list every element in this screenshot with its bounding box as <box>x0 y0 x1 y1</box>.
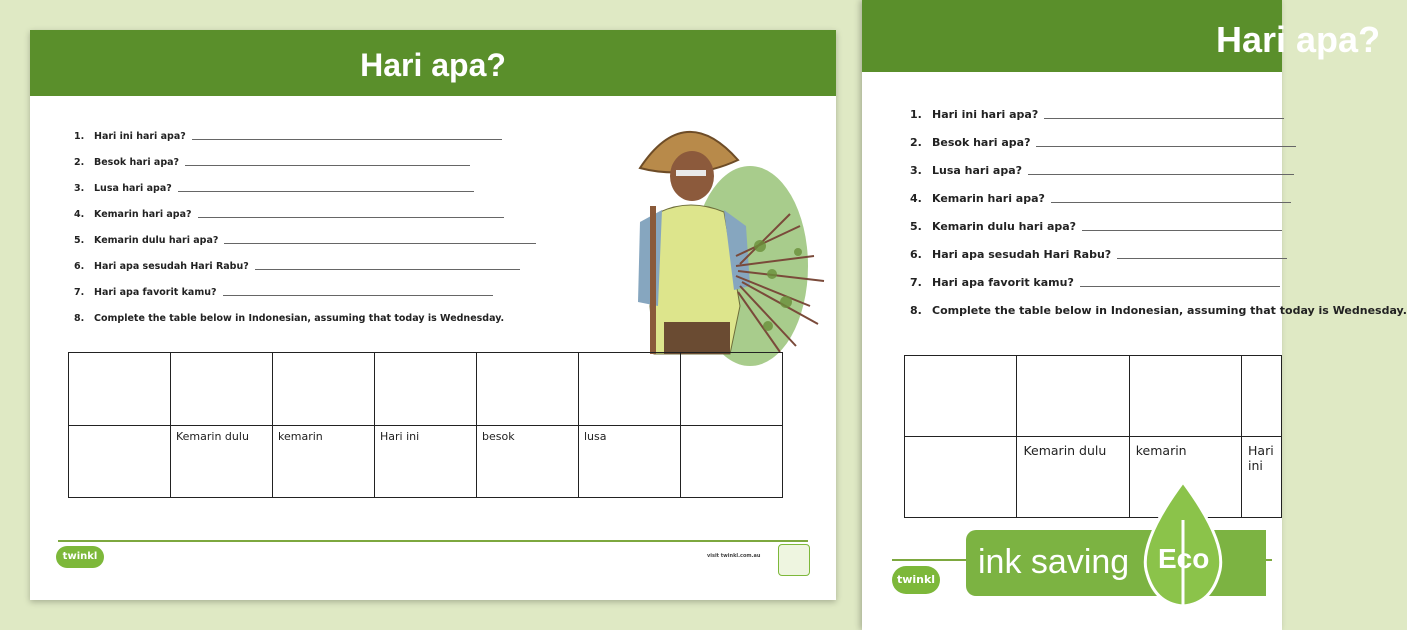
question-item <box>74 279 536 305</box>
worksheet-preview-left <box>30 30 836 600</box>
ink-saving-label: ink saving <box>978 543 1130 581</box>
question-text: Kemarin dulu hari apa? <box>932 219 1077 233</box>
answer-line <box>1082 230 1282 231</box>
question-number: 2. <box>74 156 85 168</box>
table-cell <box>681 426 783 498</box>
table-cell <box>1242 356 1282 437</box>
question-number: 2. <box>910 135 922 149</box>
question-item <box>910 212 1407 240</box>
question-text: Complete the table below in Indonesian, assuming that today is Wednesday. <box>932 303 1407 317</box>
table-cell <box>1017 356 1129 437</box>
table-cell: kemarin <box>1129 437 1241 518</box>
badge-icon <box>778 544 810 576</box>
answer-line <box>1036 146 1296 147</box>
question-text: Lusa hari apa? <box>94 182 172 194</box>
footer-url: visit twinkl.com.au <box>707 553 761 559</box>
answer-line <box>1028 174 1294 175</box>
question-number: 4. <box>910 191 922 205</box>
question-item <box>910 100 1407 128</box>
question-text: Kemarin hari apa? <box>932 191 1045 205</box>
question-text: Kemarin dulu hari apa? <box>94 234 219 246</box>
table-cell <box>69 426 171 498</box>
table-cell <box>681 353 783 426</box>
table-cell <box>1129 356 1241 437</box>
table-row <box>69 353 783 426</box>
table-cell <box>171 353 273 426</box>
question-text: Complete the table below in Indonesian, assuming that today is Wednesday. <box>94 312 505 324</box>
question-item <box>74 123 536 149</box>
table-cell <box>905 356 1017 437</box>
question-number: 7. <box>910 275 922 289</box>
question-item <box>74 175 536 201</box>
question-number: 1. <box>910 107 922 121</box>
answer-line <box>198 217 504 218</box>
twinkl-logo: twinkl <box>56 546 104 568</box>
twinkl-logo: twinkl <box>892 566 940 594</box>
farmer-illustration <box>600 106 830 354</box>
question-text: Hari ini hari apa? <box>94 130 186 142</box>
question-text: Hari apa favorit kamu? <box>94 286 217 298</box>
eco-badge: Eco <box>1158 543 1210 574</box>
table-cell: lusa <box>579 426 681 498</box>
table-cell: kemarin <box>273 426 375 498</box>
question-item <box>910 296 1407 324</box>
question-item <box>910 128 1407 156</box>
question-item <box>74 149 536 175</box>
table-cell: Kemarin dulu <box>1017 437 1129 518</box>
question-text: Hari apa sesudah Hari Rabu? <box>94 260 249 272</box>
question-number: 1. <box>74 130 85 142</box>
question-number: 3. <box>910 163 922 177</box>
question-number: 7. <box>74 286 85 298</box>
table-cell: Kemarin dulu <box>171 426 273 498</box>
table-cell: Hari ini <box>375 426 477 498</box>
table-cell <box>273 353 375 426</box>
table-row <box>69 426 783 498</box>
footer-divider <box>58 540 808 542</box>
question-item <box>74 201 536 227</box>
question-item <box>74 227 536 253</box>
table-cell <box>375 353 477 426</box>
worksheet-title: Hari apa? <box>862 0 1282 72</box>
answer-line <box>224 243 536 244</box>
answer-line <box>223 295 493 296</box>
question-text: Hari apa sesudah Hari Rabu? <box>932 247 1112 261</box>
question-text: Besok hari apa? <box>932 135 1031 149</box>
question-number: 5. <box>910 219 922 233</box>
question-item <box>74 253 536 279</box>
question-item <box>910 268 1407 296</box>
table-row <box>905 356 1282 437</box>
table-cell <box>477 353 579 426</box>
answer-line <box>1044 118 1284 119</box>
answer-line <box>192 139 502 140</box>
worksheet-title: Hari apa? <box>30 30 836 96</box>
question-item <box>910 184 1407 212</box>
question-text: Hari apa favorit kamu? <box>932 275 1074 289</box>
question-number: 3. <box>74 182 85 194</box>
answer-line <box>1051 202 1291 203</box>
answer-line <box>1080 286 1280 287</box>
question-item <box>74 305 536 331</box>
answer-line <box>178 191 474 192</box>
question-number: 6. <box>74 260 85 272</box>
question-number: 4. <box>74 208 85 220</box>
question-number: 5. <box>74 234 85 246</box>
question-item <box>910 156 1407 184</box>
table-cell: Hari ini <box>1242 437 1282 518</box>
table-cell <box>69 353 171 426</box>
question-number: 6. <box>910 247 922 261</box>
table-cell <box>579 353 681 426</box>
table-cell: besok <box>477 426 579 498</box>
table-cell <box>905 437 1017 518</box>
answer-line <box>1117 258 1287 259</box>
question-list <box>910 100 1407 324</box>
question-item <box>910 240 1407 268</box>
days-table <box>68 352 783 498</box>
question-number: 8. <box>74 312 85 324</box>
answer-line <box>185 165 470 166</box>
question-text: Lusa hari apa? <box>932 163 1023 177</box>
question-list <box>74 123 536 331</box>
question-text: Besok hari apa? <box>94 156 180 168</box>
question-number: 8. <box>910 303 922 317</box>
question-text: Hari ini hari apa? <box>932 107 1039 121</box>
question-text: Kemarin hari apa? <box>94 208 192 220</box>
answer-line <box>255 269 520 270</box>
